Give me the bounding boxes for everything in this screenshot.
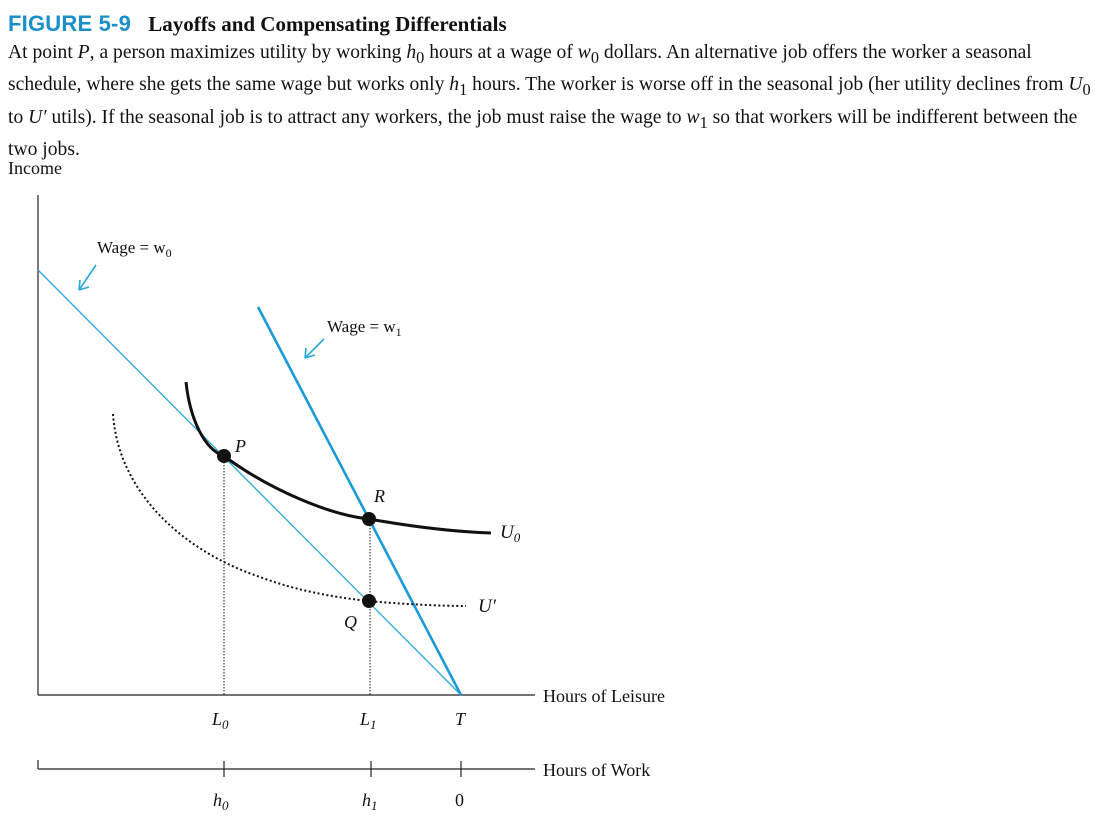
leisure-tick-l1: $L_1$ xyxy=(360,709,377,732)
caption-sub: 0 xyxy=(416,47,425,67)
work-tick-h1: $h_1$ xyxy=(362,790,378,813)
arrow-w0-icon xyxy=(79,265,96,290)
point-p-marker xyxy=(217,449,231,463)
budget-line-w1 xyxy=(258,307,461,695)
leisure-tick-t: T xyxy=(455,709,466,729)
indifference-curve-u0 xyxy=(186,382,491,533)
caption-text: , a person maximizes utility by working xyxy=(89,42,407,63)
caption-var: h xyxy=(449,74,460,96)
point-q-marker xyxy=(362,594,376,608)
point-p-label: P xyxy=(235,436,246,456)
caption-text: utils). If the seasonal job is to attract any workers, the job must raise the wage to xyxy=(46,106,687,128)
caption-var: U xyxy=(1068,74,1083,96)
caption-text: At point xyxy=(8,42,78,63)
work-tick-zero: 0 xyxy=(455,790,464,810)
curve-u0-label: $U_0$ xyxy=(500,522,521,545)
point-r-label: R xyxy=(374,486,385,506)
point-r-marker xyxy=(362,512,376,526)
x-axis-leisure-label: Hours of Leisure xyxy=(543,686,665,706)
caption-sub: 0 xyxy=(590,47,600,67)
budget-w1-label: Wage = $w_1$ xyxy=(327,317,402,339)
caption-var: h xyxy=(406,42,417,63)
caption-text: hours at a wage of xyxy=(424,42,578,63)
figure-number: FIGURE 5-9 xyxy=(8,11,132,36)
x-axis-work-label: Hours of Work xyxy=(543,760,651,780)
caption-text: hours. The worker is worse off in the seasonal job (her utility declines from xyxy=(467,74,1069,96)
caption-sub: 0 xyxy=(1082,80,1091,100)
caption-sub: 1 xyxy=(699,112,708,132)
caption-var: U′ xyxy=(28,106,47,128)
caption-sub: 1 xyxy=(459,80,468,100)
y-axis-label: Income xyxy=(8,158,62,178)
caption-var: w xyxy=(577,42,591,63)
indifference-curve-uprime xyxy=(113,414,466,606)
caption-text: to xyxy=(8,106,29,128)
curve-uprime-label: U′ xyxy=(478,596,496,617)
work-tick-h0: $h_0$ xyxy=(213,790,229,813)
caption-text: so that workers will be indifferent between the two jobs. xyxy=(8,106,1078,161)
point-q-label: Q xyxy=(344,612,357,632)
caption-var: P xyxy=(77,42,90,63)
leisure-tick-l0: $L_0$ xyxy=(212,709,229,732)
arrow-w1-icon xyxy=(305,339,324,358)
caption-text: dollars. An alternative job offers the worker a seasonal schedule, where she gets the same wage but works only xyxy=(8,42,1032,96)
caption-var: w xyxy=(686,106,700,128)
figure-title: Layoffs and Compensating Differentials xyxy=(148,12,507,36)
budget-w0-label: Wage = $w_0$ xyxy=(97,238,172,260)
